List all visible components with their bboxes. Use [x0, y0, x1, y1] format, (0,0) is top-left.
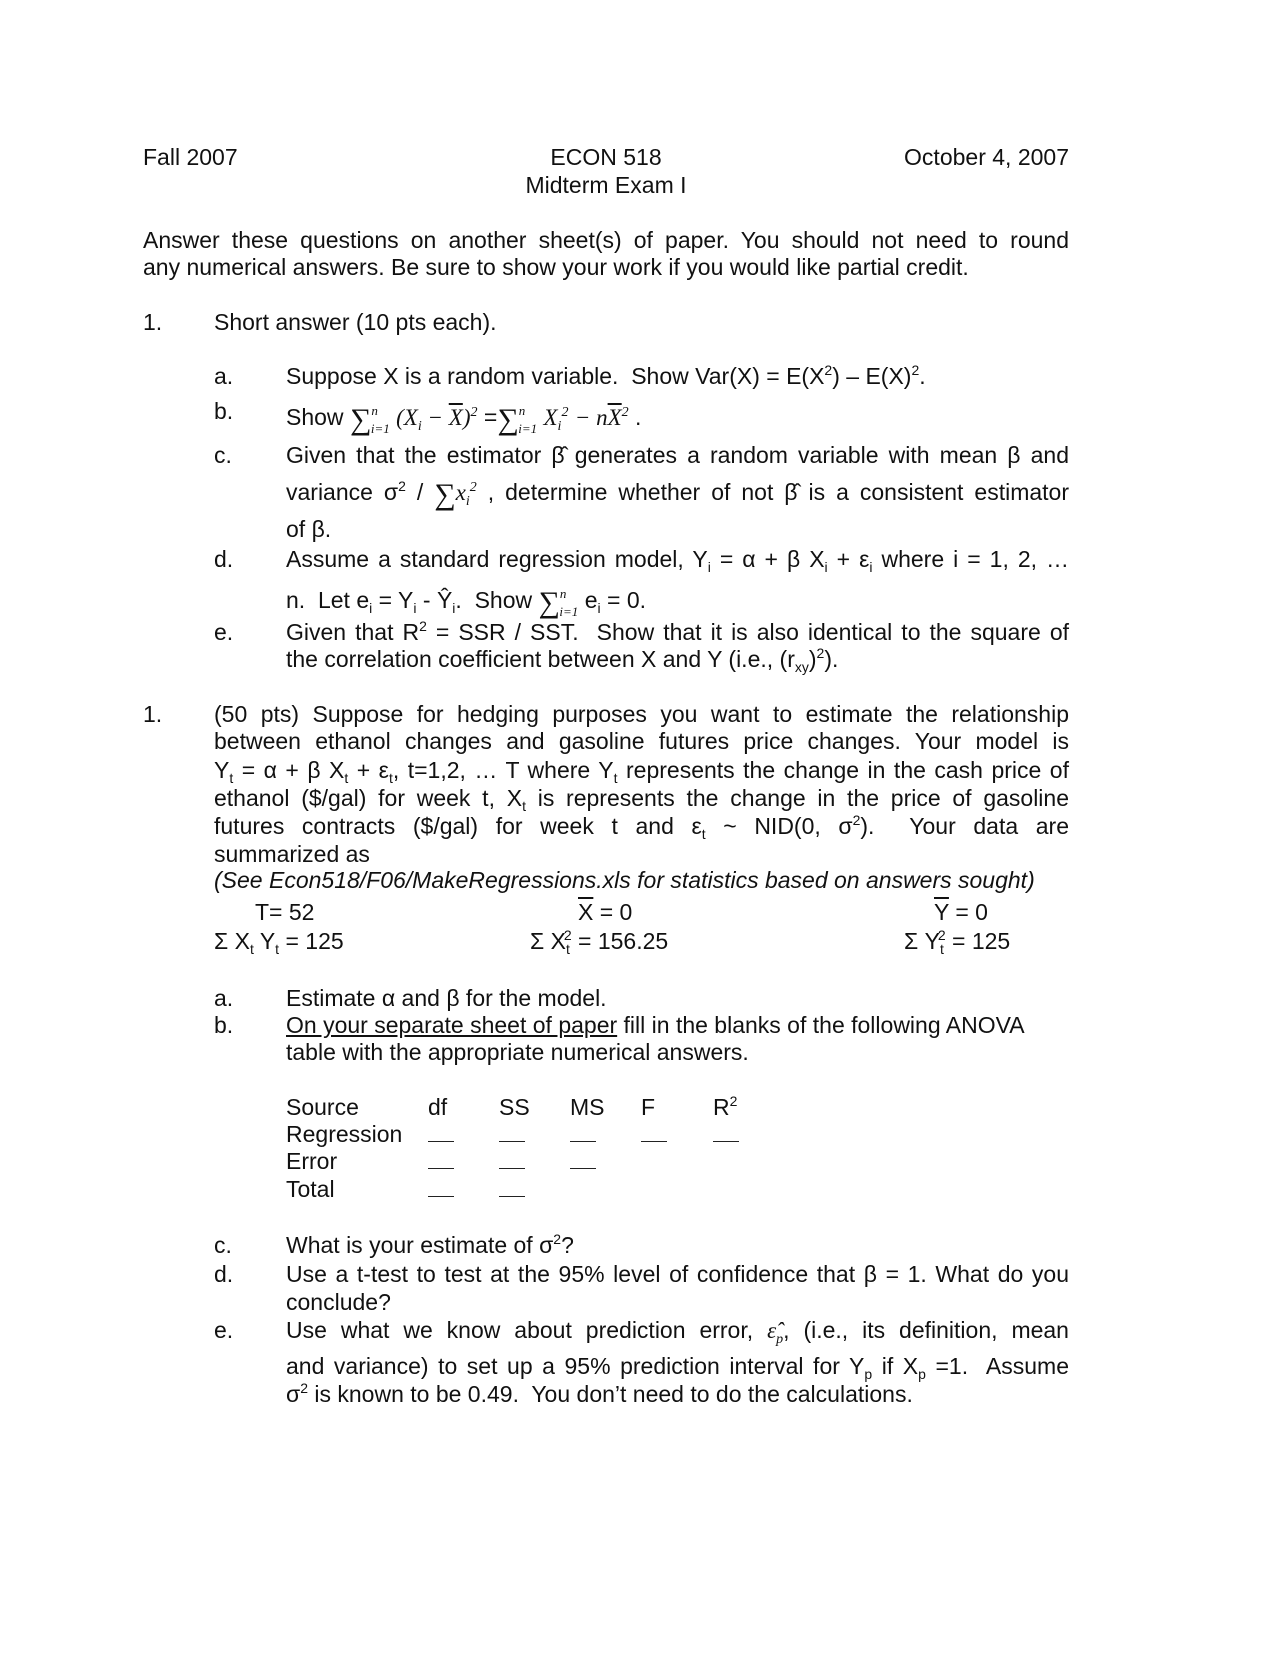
item-2a-label: a.: [214, 985, 234, 1011]
blank-error-ms: [570, 1147, 596, 1175]
question-2-line-6: summarized as: [214, 841, 370, 867]
anova-row-regression: Regression: [286, 1121, 403, 1147]
stat-T: T= 52: [255, 899, 315, 925]
question-2-line-1: (50 pts) Suppose for hedging purposes you want to estimate the relationship: [214, 701, 1069, 727]
term-label: Fall 2007: [143, 144, 238, 170]
blank-regression-df: [428, 1120, 454, 1148]
item-2e-label: e.: [214, 1317, 234, 1343]
item-2d-label: d.: [214, 1261, 234, 1287]
question-1-title: Short answer (10 pts each).: [214, 309, 497, 335]
anova-header-ms: MS: [570, 1094, 605, 1120]
item-2e-line-2: and variance) to set up a 95% prediction interval for $Y_p$ if $X_p =1$. Assume: [286, 1353, 1069, 1382]
item-1d-line-1: Assume a standard regression model, $Y_i = \alpha + \beta$ $X_i + \varepsilon_i$ where i = 1, 2, …: [286, 546, 1070, 575]
exam-title: Midterm Exam I: [525, 172, 687, 198]
item-1e-line-1: Given that $R^2$ = SSR / SST. Show that it is also identical to the square of: [286, 618, 1069, 645]
blank-regression-ms: [570, 1120, 596, 1148]
stat-sum-y2: Σ $Y_t^2 = 125$: [904, 927, 1011, 957]
anova-header-ss: SS: [499, 1094, 530, 1120]
instructions-line-2: any numerical answers. Be sure to show your work if you would like partial credit.: [143, 254, 969, 280]
item-1d-line-2: n. Let $e_i = Y_i$ - $Ŷ_i$. Show ∑$^n_{i=1}$ $e_i = 0$.: [286, 586, 647, 619]
blank-regression-f: [641, 1120, 667, 1148]
item-1c-line-3: of β.: [286, 516, 332, 542]
question-2-line-4: ethanol ($/gal) for week t, $X_t$ is represents the change in the price of gasoline: [214, 785, 1069, 814]
item-1c-line-2: variance $\sigma^2 / \sum x_i^2$ , determine whether of not β̂ is a consistent estimator: [286, 478, 1070, 511]
anova-header-f: F: [641, 1094, 656, 1120]
item-1c-label: c.: [214, 442, 232, 468]
instructions-line-1: Answer these questions on another sheet(s) of paper. You should not need to round: [143, 227, 1069, 253]
item-1a-text: Suppose X is a random variable. Show $Var(X) = E(X^2) - E(X)^2$.: [286, 362, 926, 389]
item-2e-line-1: Use what we know about prediction error, $\varepsilon̂_p$, (i.e., its definition, mean: [286, 1317, 1069, 1347]
blank-total-df: [428, 1175, 454, 1203]
item-2a-text: Estimate α and β for the model.: [286, 985, 607, 1011]
anova-header-df: df: [428, 1094, 448, 1120]
item-2d-line-2: conclude?: [286, 1289, 391, 1315]
item-2d-line-1: Use a t-test to test at the 95% level of confidence that β = 1. What do you: [286, 1261, 1069, 1287]
anova-row-total: Total: [286, 1176, 335, 1202]
stat-sum-xy: Σ $X_t$ $Y_t = 125$: [214, 928, 344, 957]
blank-error-ss: [499, 1147, 525, 1175]
question-1-number: 1.: [143, 309, 163, 335]
item-2e-line-3: $\sigma^2$ is known to be 0.49. You don’t need to do the calculations.: [286, 1380, 913, 1407]
item-2c-text: What is your estimate of $\sigma^2$?: [286, 1231, 574, 1258]
exam-date: October 4, 2007: [904, 144, 1069, 170]
item-2b-line-2: table with the appropriate numerical answers.: [286, 1039, 749, 1065]
item-2b-label: b.: [214, 1012, 234, 1038]
course-title: ECON 518: [550, 144, 662, 170]
item-1e-label: e.: [214, 619, 234, 645]
question-2-line-2: between ethanol changes and gasoline futures price changes. Your model is: [214, 728, 1069, 754]
question-2-number: 1.: [143, 701, 163, 727]
blank-total-ss: [499, 1175, 525, 1203]
item-1c-line-1: Given that the estimator β̂ generates a random variable with mean β and: [286, 442, 1069, 468]
blank-regression-ss: [499, 1120, 525, 1148]
item-1b-label: b.: [214, 398, 234, 424]
question-2-line-3: $Y_t = \alpha + \beta$ $X_t + \varepsilon_t$, t=1,2, … T where $Y_t$ represents the change in the cash price of: [214, 757, 1069, 786]
item-1a-label: a.: [214, 363, 234, 389]
question-2-line-5: futures contracts ($/gal) for week t and $\varepsilon_t$ ~ NID(0, $\sigma^2$). Your data are: [214, 812, 1069, 842]
item-2c-label: c.: [214, 1232, 232, 1258]
question-2-note: (See Econ518/F06/MakeRegressions.xls for statistics based on answers sought): [214, 867, 1035, 893]
stat-sum-x2: Σ $X_t^2 = 156.25$: [530, 927, 669, 957]
stat-xbar: $\overline{X} = 0$: [578, 899, 633, 925]
item-1b-formula: Show ∑$^n_{i=1}$ $(X_i - \overline{X})^2 =\sum^n_{i=1}$ $X_i^2 - n\overline{X}^2$ .: [286, 403, 642, 436]
item-2b-underlined: On your separate sheet of paper: [286, 1012, 618, 1038]
blank-regression-r2: [713, 1120, 739, 1148]
blank-error-df: [428, 1147, 454, 1175]
anova-row-error: Error: [286, 1148, 338, 1174]
item-2b-line-1: On your separate sheet of paper fill in the blanks of the following ANOVA: [286, 1012, 1025, 1038]
anova-header-source: Source: [286, 1094, 359, 1120]
stat-ybar: $\overline{Y} = 0$: [934, 899, 988, 925]
item-1d-label: d.: [214, 546, 234, 572]
item-1e-line-2: the correlation coefficient between X and Y (i.e., $(r_{xy})^2$).: [286, 645, 839, 675]
anova-header-r2: $R^2$: [713, 1093, 738, 1120]
